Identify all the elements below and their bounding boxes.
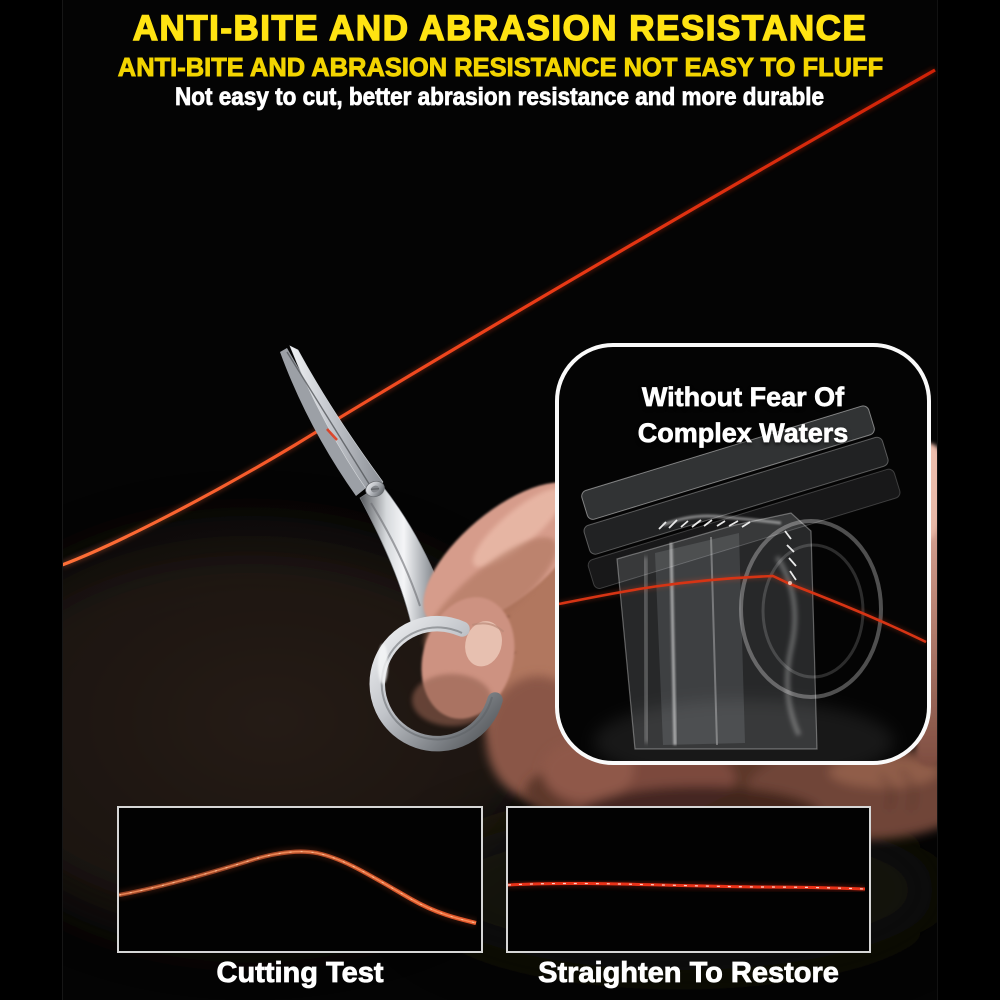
- straighten-caption: Straighten To Restore: [538, 957, 839, 989]
- cut-line-art: [119, 808, 477, 947]
- inset-title-line2: Complex Waters: [637, 418, 849, 448]
- straighten-panel: [506, 806, 871, 953]
- subheadline: ANTI-BITE AND ABRASION RESISTANCE NOT EASY TO FLUFF: [117, 52, 883, 82]
- inset-title: [559, 379, 927, 451]
- inset-title-line1: Without Fear Of: [641, 382, 845, 412]
- inset-panel: [555, 343, 931, 765]
- header: [0, 0, 1000, 110]
- cutting-test-caption: Cutting Test: [216, 957, 384, 989]
- scissors-front-blade: [290, 346, 383, 493]
- headline: ANTI-BITE AND ABRASION RESISTANCE: [132, 9, 868, 48]
- tagline: Not easy to cut, better abrasion resistance and more durable: [175, 83, 825, 111]
- cutting-test-panel: [117, 806, 483, 953]
- right-black-bar: [937, 0, 1000, 1000]
- left-black-bar: [0, 0, 63, 1000]
- straight-line-art: [508, 808, 865, 947]
